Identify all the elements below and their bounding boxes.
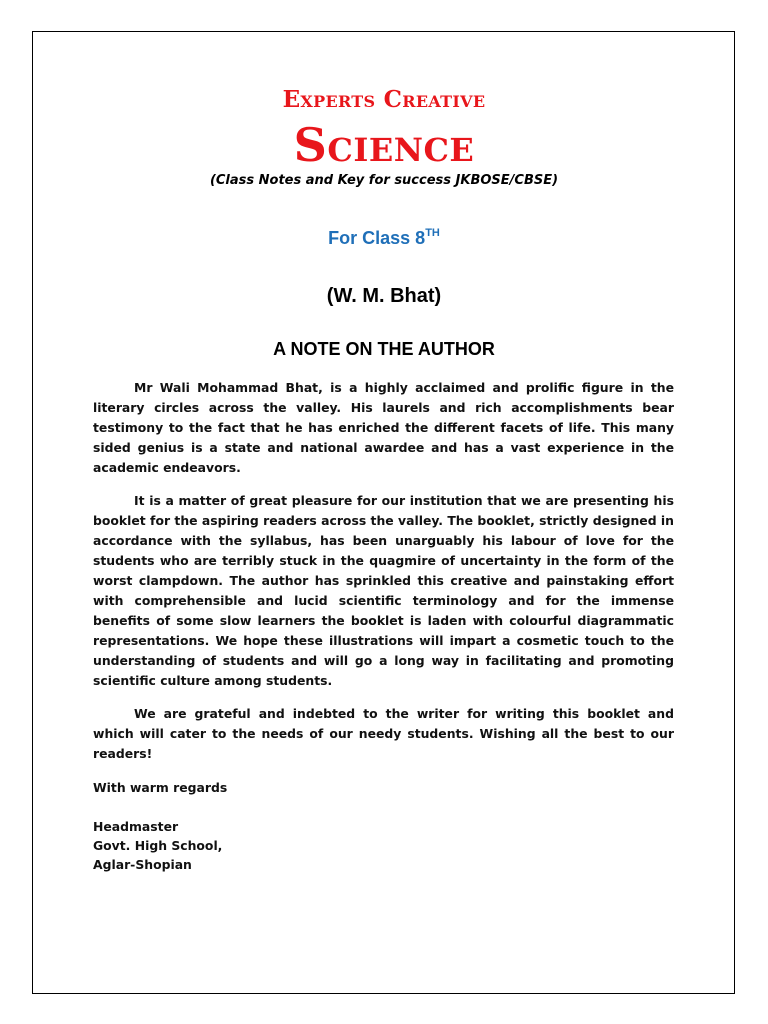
book-subtitle: (Class Notes and Key for success JKBOSE/CBSE): [209, 173, 559, 188]
book-series-title: Experts Creative: [282, 86, 486, 113]
class-label: [0, 228, 768, 249]
book-title: Science: [293, 118, 475, 172]
closing-regards: With warm regards: [93, 780, 228, 795]
paragraph-3: We are grateful and indebted to the writer for writing this booklet and which will cater to the needs of our needy students. Wishing all the best to our readers!: [93, 706, 674, 761]
class-label-text: For Class 8: [328, 228, 426, 248]
signature-title: Headmaster: [93, 819, 179, 834]
signature-block: [93, 817, 674, 874]
section-title: A NOTE ON THE AUTHOR: [273, 339, 495, 359]
signature-location: Aglar-Shopian: [93, 857, 192, 872]
closing: [93, 778, 674, 797]
signature-school: Govt. High School,: [93, 838, 223, 853]
paragraph-2: It is a matter of great pleasure for our institution that we are presenting his booklet for the aspiring readers across the valley. The booklet, strictly designed in accordance with the syllabus, has been unarguably his labour of love for the students who are terribly stuck in the quagmire of uncertainty in the form of the worst clampdown. The author has sprinkled this creative and painstaking effort with comprehensible and lucid scientific terminology and for the immense benefits of some slow learners the booklet is laden with colourful diagrammatic representations. We hope these illustrations will impart a cosmetic touch to the understanding of students and will go a long way in facilitating and promoting scientific culture among students.: [93, 493, 674, 688]
class-label-superscript: TH: [425, 227, 440, 239]
paragraph-1: Mr Wali Mohammad Bhat, is a highly acclaimed and prolific figure in the literary circles across the valley. His laurels and rich accomplishments bear testimony to the fact that he has enriched the different facets of life. This many sided genius is a state and national awardee and has a vast experience in the academic endeavors.: [93, 380, 674, 475]
note-body: [93, 378, 674, 874]
author-name: (W. M. Bhat): [326, 285, 442, 307]
